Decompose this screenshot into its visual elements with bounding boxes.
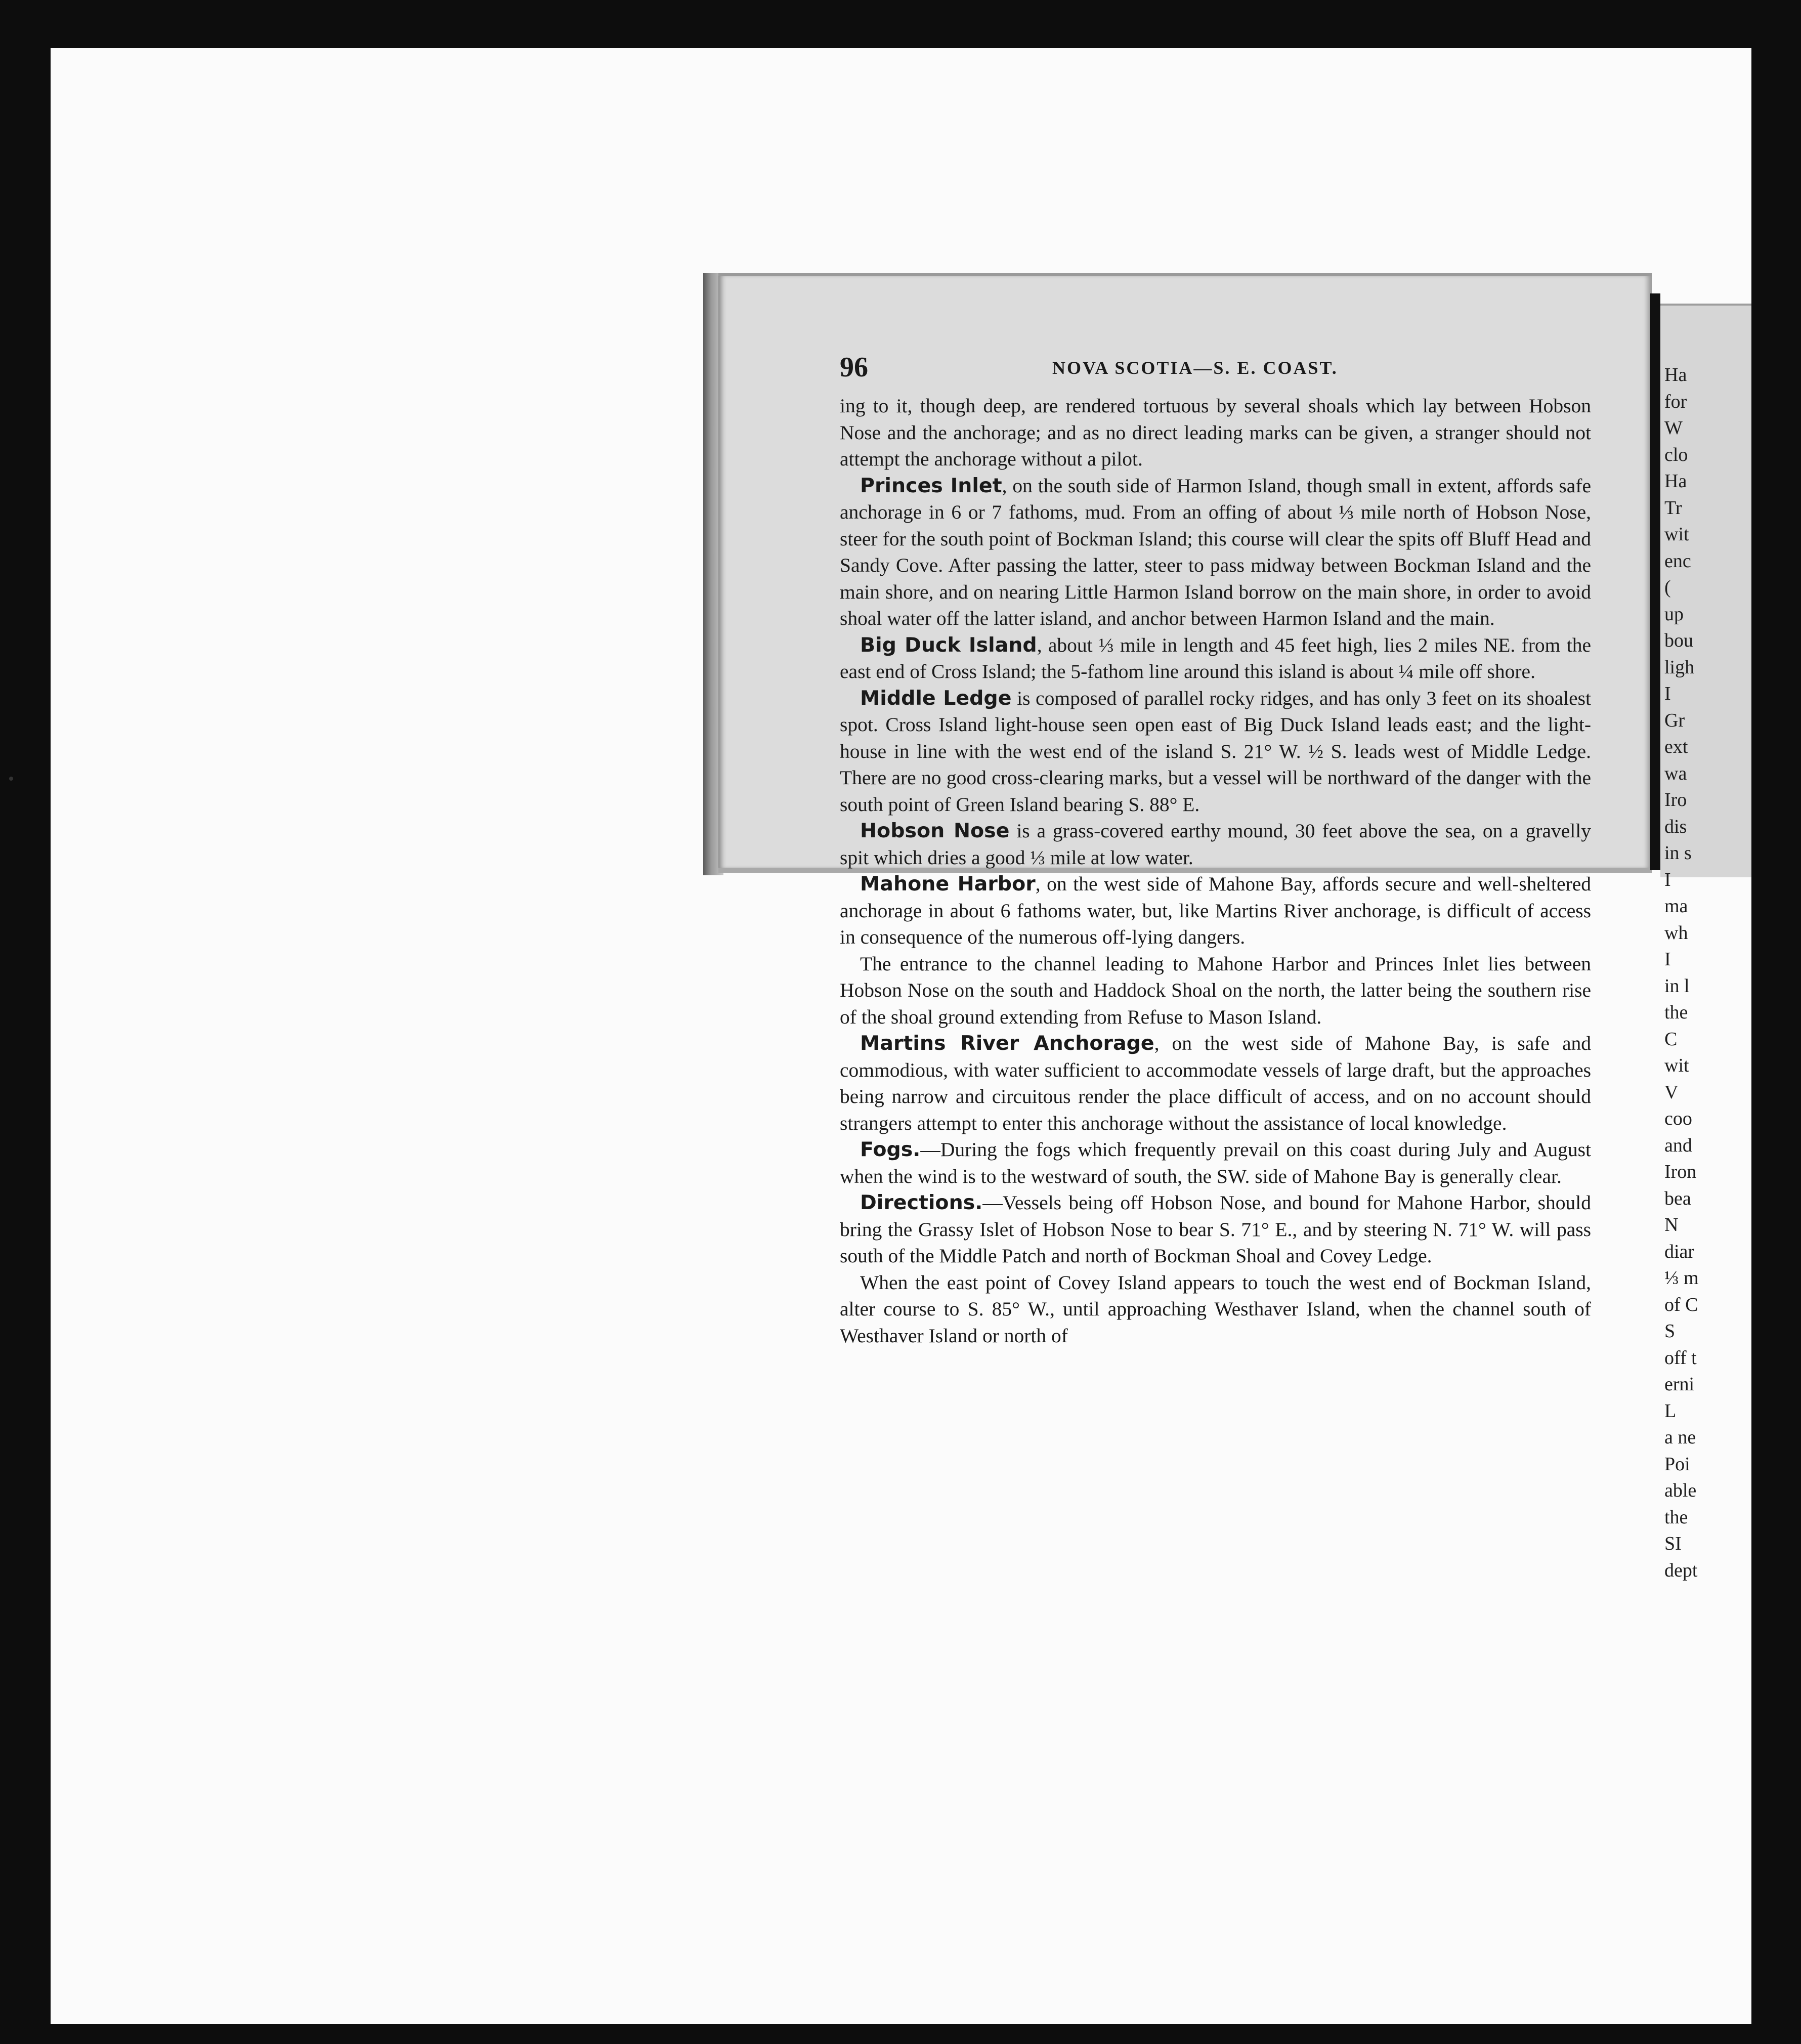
facing-page-line: I <box>1664 683 1671 704</box>
facing-page-fragment <box>1660 304 1751 1581</box>
facing-page-line: in s <box>1664 842 1692 864</box>
paragraph <box>840 1136 1591 1189</box>
paragraph <box>840 951 1591 1031</box>
facing-page-line: C <box>1664 1028 1678 1050</box>
running-head: NOVA SCOTIA—S. E. COAST. <box>1052 358 1338 378</box>
facing-page-line: coo <box>1664 1108 1692 1129</box>
facing-page-line: dis <box>1664 816 1687 837</box>
facing-page-line: wa <box>1664 762 1687 784</box>
paragraph <box>840 871 1591 951</box>
paragraph-text: is composed of parallel rocky ridges, and has only 3 feet on its shoalest spot. Cross Island light-house seen open east of Big Duck Island leads east; and the light-house in line with the west end of the island S. 21° W. ½ S. leads west of Middle Ledge. There are no good cross-clearing marks, but a vessel will be northward of the danger with the south point of Green Island bearing S. 88° E. <box>840 687 1592 816</box>
facing-page-line: V <box>1664 1081 1679 1103</box>
paragraph-text: When the east point of Covey Island appears to touch the west end of Bockman Island, alter course to S. 85° W., until approaching Westhaver Island, when the channel south of Westhaver Island or north of <box>840 1271 1591 1347</box>
facing-page-line: W <box>1664 417 1683 439</box>
facing-page-line: up <box>1664 603 1684 625</box>
paragraph-heading: Princes Inlet <box>860 474 1002 497</box>
facing-page-line: ⅓ m <box>1664 1267 1699 1289</box>
facing-page-line: I <box>1664 949 1671 970</box>
paragraph-heading: Martins River Anchorage <box>860 1032 1154 1055</box>
facing-page-line: bou <box>1664 630 1693 651</box>
paragraph <box>840 632 1591 685</box>
facing-page-line: ma <box>1664 896 1688 917</box>
facing-page-line: wh <box>1664 922 1688 944</box>
facing-page-line: the <box>1664 1002 1688 1023</box>
paragraph-heading: Big Duck Island <box>860 633 1037 657</box>
facing-page-line: off t <box>1664 1347 1697 1369</box>
paragraph-text: —Vessels being off Hobson Nose, and bound for Mahone Harbor, should bring the Grassy Islet of Hobson Nose to bear S. 71° E., and by steering N. 71° W. will pass south of the Middle Patch and north of Bockman Shoal and Covey Ledge. <box>840 1191 1591 1267</box>
paragraph-text: , about ⅓ mile in length and 45 feet high, lies 2 miles NE. from the east end of Cross Island; the 5-fathom line around this island is about ¼ mile off shore. <box>840 633 1591 683</box>
paragraph-heading: Middle Ledge <box>860 686 1012 710</box>
facing-page-line: able <box>1664 1480 1697 1501</box>
facing-page-line: diar <box>1664 1241 1695 1262</box>
page-number: 96 <box>840 352 868 383</box>
paragraph <box>840 818 1591 871</box>
body-text <box>840 393 1591 1349</box>
paragraph <box>840 393 1591 473</box>
facing-page-line: SI <box>1664 1533 1682 1554</box>
paragraph-heading: Hobson Nose <box>860 819 1010 842</box>
facing-page-line: of C <box>1664 1294 1698 1315</box>
paragraph-text: is a grass-covered earthy mound, 30 feet above the sea, on a gravelly spit which dries a good ⅓ mile at low water. <box>840 820 1591 869</box>
facing-page-line: Poi <box>1664 1453 1690 1475</box>
scan-speck <box>9 777 13 781</box>
paragraph-text: The entrance to the channel leading to Mahone Harbor and Princes Inlet lies between Hobson Nose on the south and Haddock Shoal on the north, the latter being the southern rise of the shoal ground extending from Refuse to Mason Island. <box>840 952 1591 1028</box>
facing-page-line: ( <box>1664 577 1671 598</box>
facing-page-line: Iron <box>1664 1161 1697 1182</box>
facing-page-line: L <box>1664 1400 1677 1422</box>
paragraph <box>840 1269 1591 1349</box>
facing-page-line: Tr <box>1664 497 1682 519</box>
facing-page-line: wit <box>1664 1055 1689 1076</box>
facing-page-line: I <box>1664 869 1671 890</box>
paragraph-heading: Fogs. <box>860 1138 921 1161</box>
paragraph-text: , on the west side of Mahone Bay, affords secure and well-sheltered anchorage in about 6 fathoms water, but, like Martins River anchorage, is difficult of access in consequence of the numerous off-lying dangers. <box>840 873 1592 948</box>
facing-page-line: Gr <box>1664 709 1685 731</box>
facing-page-line: dept <box>1664 1559 1698 1581</box>
paragraph-text: ing to it, though deep, are rendered tortuous by several shoals which lay between Hobson Nose and the anchorage; and as no direct leading marks can be given, a stranger should not attempt the anchorage without a pilot. <box>840 395 1591 470</box>
paragraph-text: , on the west side of Mahone Bay, is safe and commodious, with water sufficient to accommodate vessels of large draft, but the approaches being narrow and circuitous render the place difficult of access, and on no account should strangers attempt to enter this anchorage without the assistance of local knowledge. <box>840 1032 1591 1134</box>
facing-page-line: for <box>1664 391 1687 412</box>
facing-page-line: wit <box>1664 524 1689 545</box>
facing-page-line: clo <box>1664 444 1688 465</box>
facing-page-line: Ha <box>1664 364 1687 386</box>
facing-page-line: and <box>1664 1134 1692 1156</box>
facing-page-line: Iro <box>1664 789 1687 811</box>
facing-page-line: ligh <box>1664 656 1695 678</box>
facing-page-line: ext <box>1664 736 1688 757</box>
facing-page-line: enc <box>1664 550 1691 572</box>
paragraph <box>840 473 1591 632</box>
book-gutter <box>1650 293 1660 870</box>
facing-page-line: N <box>1664 1214 1679 1236</box>
paragraph-text: —During the fogs which frequently prevail on this coast during July and August when the wind is to the westward of south, the SW. side of Mahone Bay is generally clear. <box>840 1138 1591 1187</box>
paragraph <box>840 685 1591 818</box>
paragraph-heading: Directions. <box>860 1191 983 1214</box>
paragraph <box>840 1030 1591 1136</box>
paragraph-heading: Mahone Harbor <box>860 872 1036 896</box>
facing-page-line: Ha <box>1664 471 1687 492</box>
facing-page-line: in l <box>1664 975 1690 997</box>
book-page <box>718 273 1652 1347</box>
paragraph-text: , on the south side of Harmon Island, though small in extent, affords safe anchorage in 6 or 7 fathoms, mud. From an offing of about ⅓ mile north of Hobson Nose, steer for the south point of Bockman Island; this course will clear the spits off Bluff Head and Sandy Cove. After passing the latter, steer to pass midway between Bockman Island and the main shore, and on nearing Little Harmon Island borrow on the main shore, in order to avoid shoal water off the latter island, and anchor between Harmon Island and the main. <box>840 474 1591 629</box>
facing-page-line: S <box>1664 1321 1676 1342</box>
facing-page-line: erni <box>1664 1374 1695 1395</box>
facing-page-line: a ne <box>1664 1427 1696 1448</box>
paragraph <box>840 1189 1591 1269</box>
facing-page-line: the <box>1664 1506 1688 1528</box>
facing-page-line: bea <box>1664 1187 1691 1209</box>
